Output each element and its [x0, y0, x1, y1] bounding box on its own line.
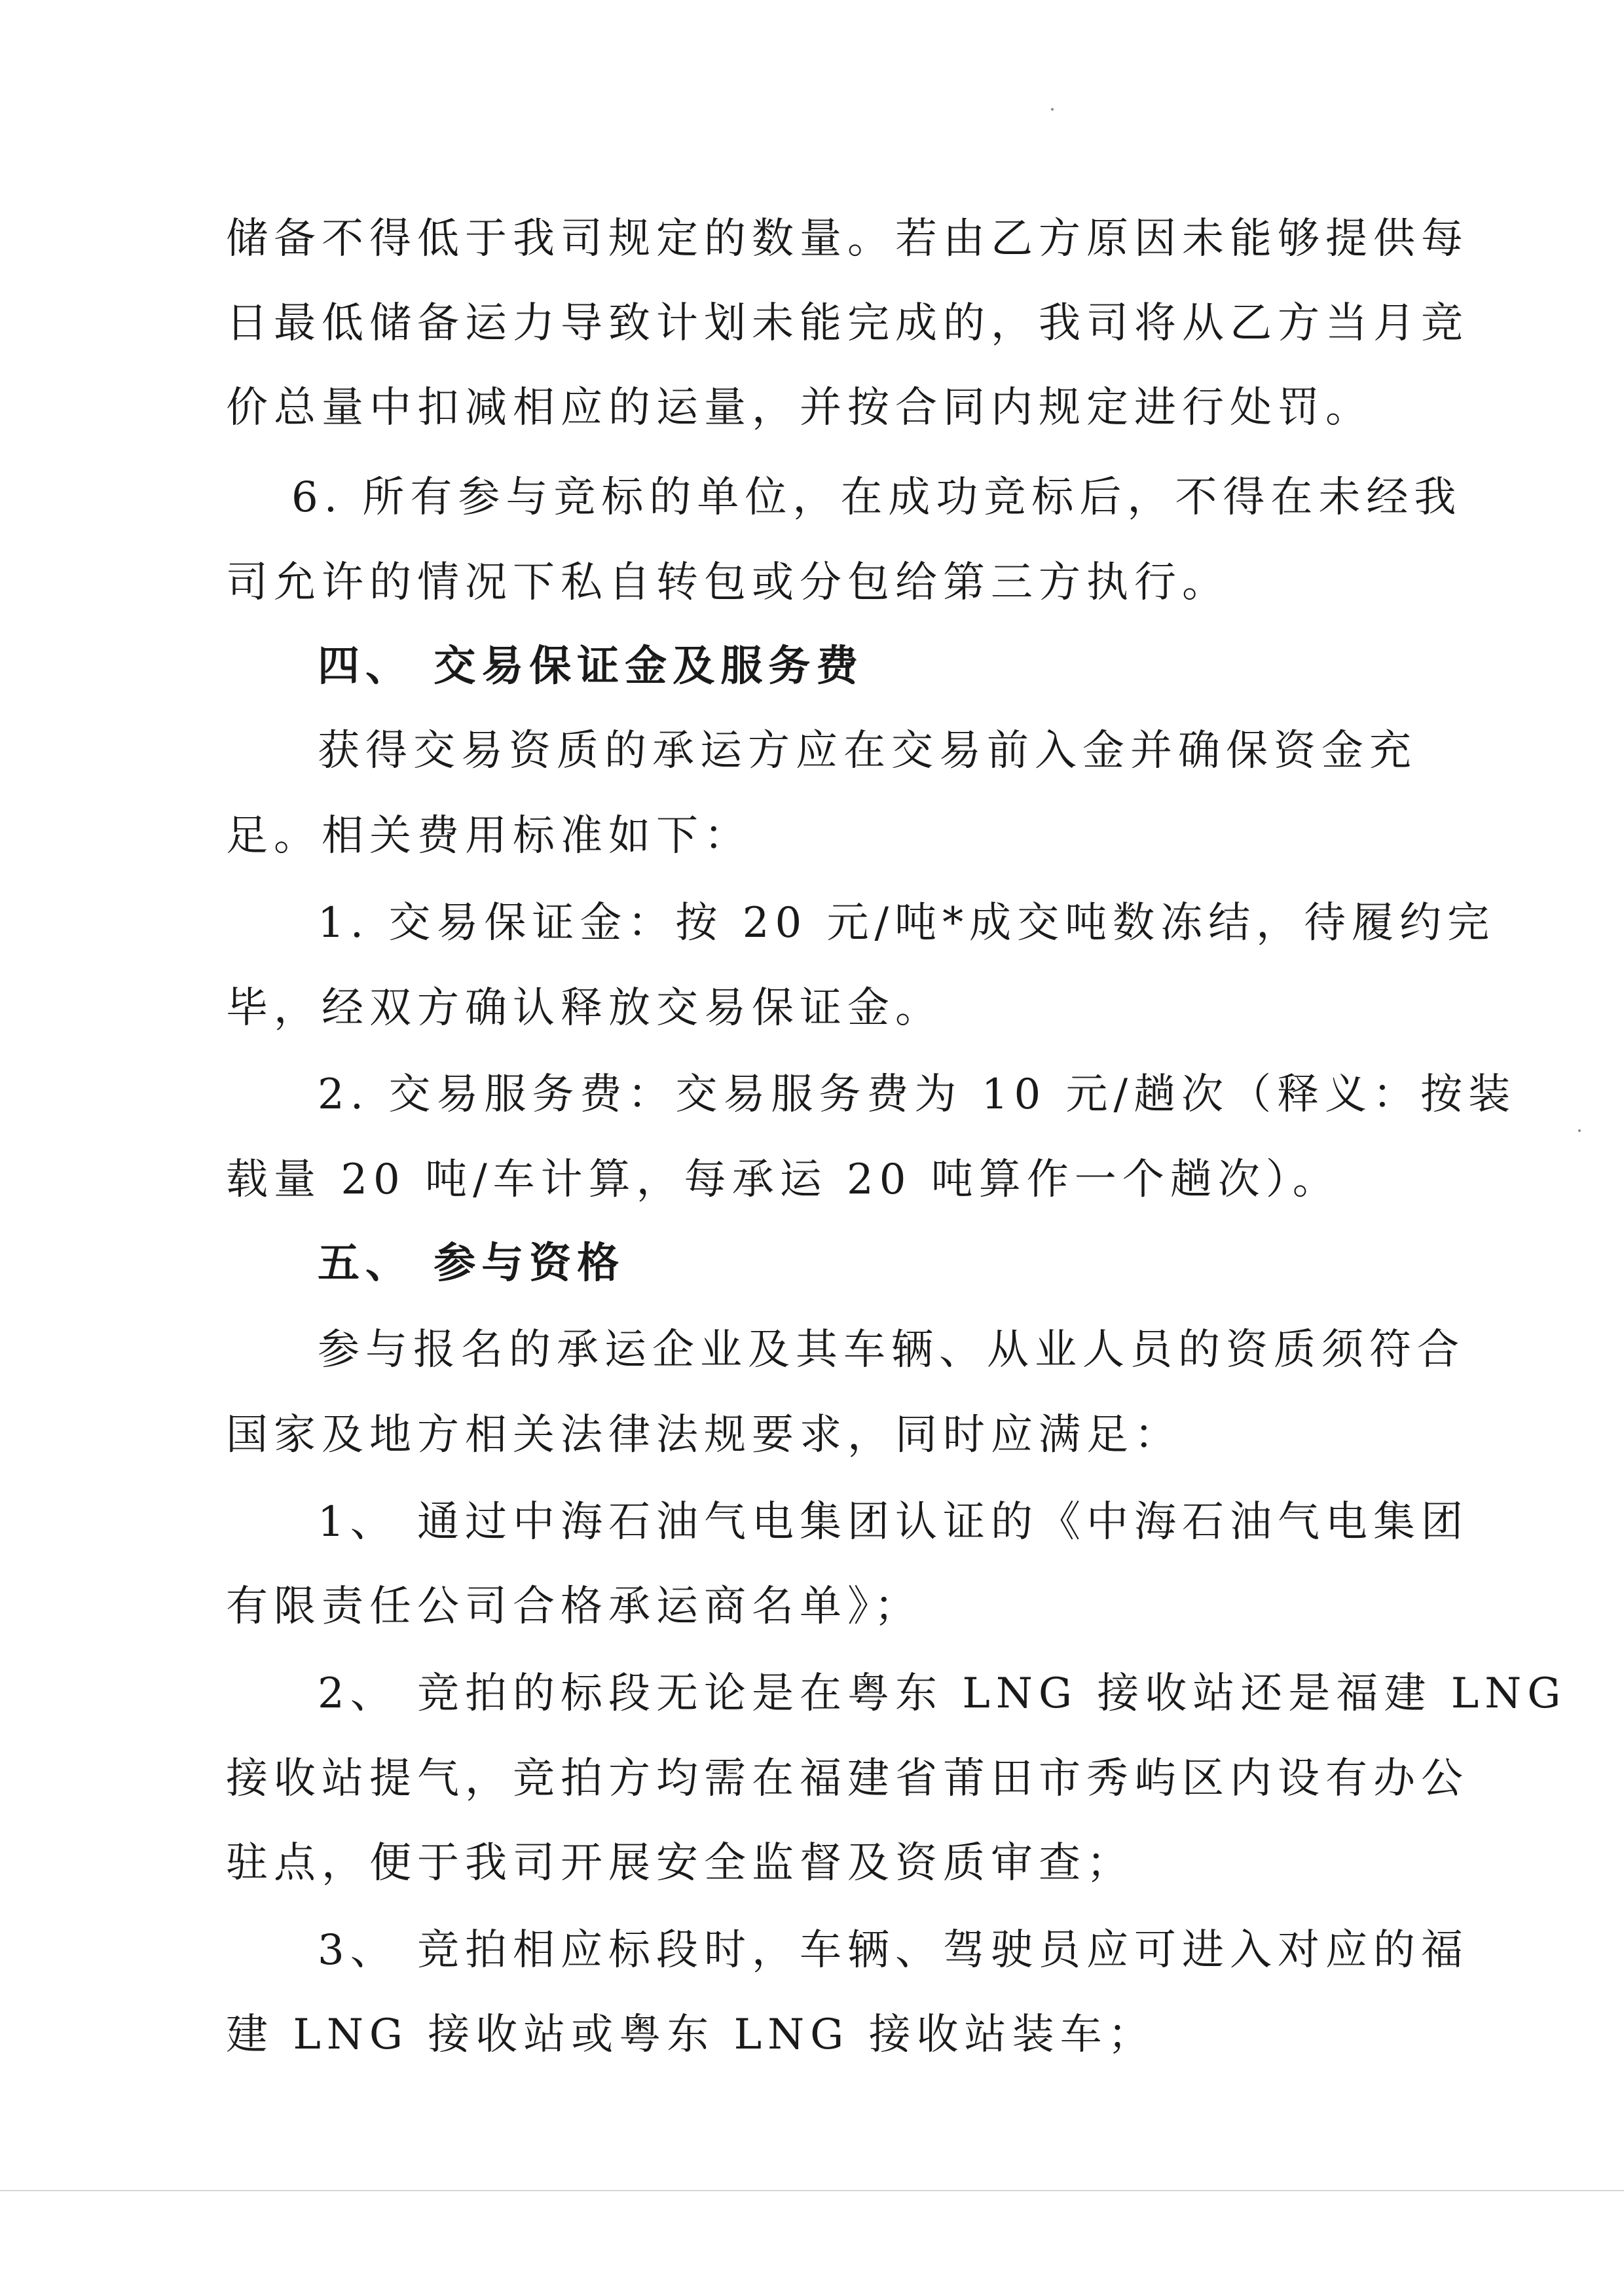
paragraph-line: 2、 竞拍的标段无论是在粤东 LNG 接收站还是福建 LNG [318, 1669, 1567, 1718]
paragraph-line: 3、 竞拍相应标段时，车辆、驾驶员应可进入对应的福 [318, 1926, 1469, 1975]
paragraph-line: 载量 20 吨/车计算，每承运 20 吨算作一个趟次）。 [226, 1156, 1340, 1204]
paragraph-line: 足。相关费用标准如下： [226, 812, 752, 860]
paragraph-line: 国家及地方相关法律法规要求，同时应满足： [226, 1411, 1182, 1459]
paragraph-line: 储备不得低于我司规定的数量。若由乙方原因未能够提供每 [226, 215, 1469, 263]
paragraph-line: 2. 交易服务费：交易服务费为 10 元/趟次（释义：按装 [318, 1070, 1517, 1119]
scan-speck [1051, 108, 1054, 111]
paragraph-line: 1. 交易保证金：按 20 元/吨*成交吨数冻结，待履约完 [318, 899, 1496, 947]
paragraph-line: 驻点，便于我司开展安全监督及资质审查； [226, 1839, 1134, 1887]
scan-edge-line [0, 2190, 1624, 2191]
section-heading-eligibility: 五、 参与资格 [318, 1239, 625, 1288]
paragraph-line: 日最低储备运力导致计划未能完成的，我司将从乙方当月竞 [226, 299, 1469, 348]
paragraph-line: 1、 通过中海石油气电集团认证的《中海石油气电集团 [318, 1498, 1469, 1546]
paragraph-line: 接收站提气，竞拍方均需在福建省莆田市秀屿区内设有办公 [226, 1755, 1469, 1803]
scan-speck [1578, 1129, 1581, 1132]
paragraph-line: 毕，经双方确认释放交易保证金。 [226, 984, 943, 1032]
paragraph-line: 价总量中扣减相应的运量，并按合同内规定进行处罚。 [226, 384, 1373, 432]
paragraph-line: 6. 所有参与竞标的单位，在成功竞标后，不得在未经我 [291, 473, 1462, 522]
paragraph-line: 司允许的情况下私自转包或分包给第三方执行。 [226, 558, 1230, 607]
paragraph-line: 建 LNG 接收站或粤东 LNG 接收站装车； [226, 2011, 1156, 2059]
paragraph-line: 有限责任公司合格承运商名单》； [226, 1582, 922, 1631]
paragraph-line: 获得交易资质的承运方应在交易前入金并确保资金充 [318, 727, 1417, 775]
paragraph-line: 参与报名的承运企业及其车辆、从业人员的资质须符合 [318, 1326, 1465, 1374]
section-heading-fee: 四、 交易保证金及服务费 [318, 642, 864, 691]
